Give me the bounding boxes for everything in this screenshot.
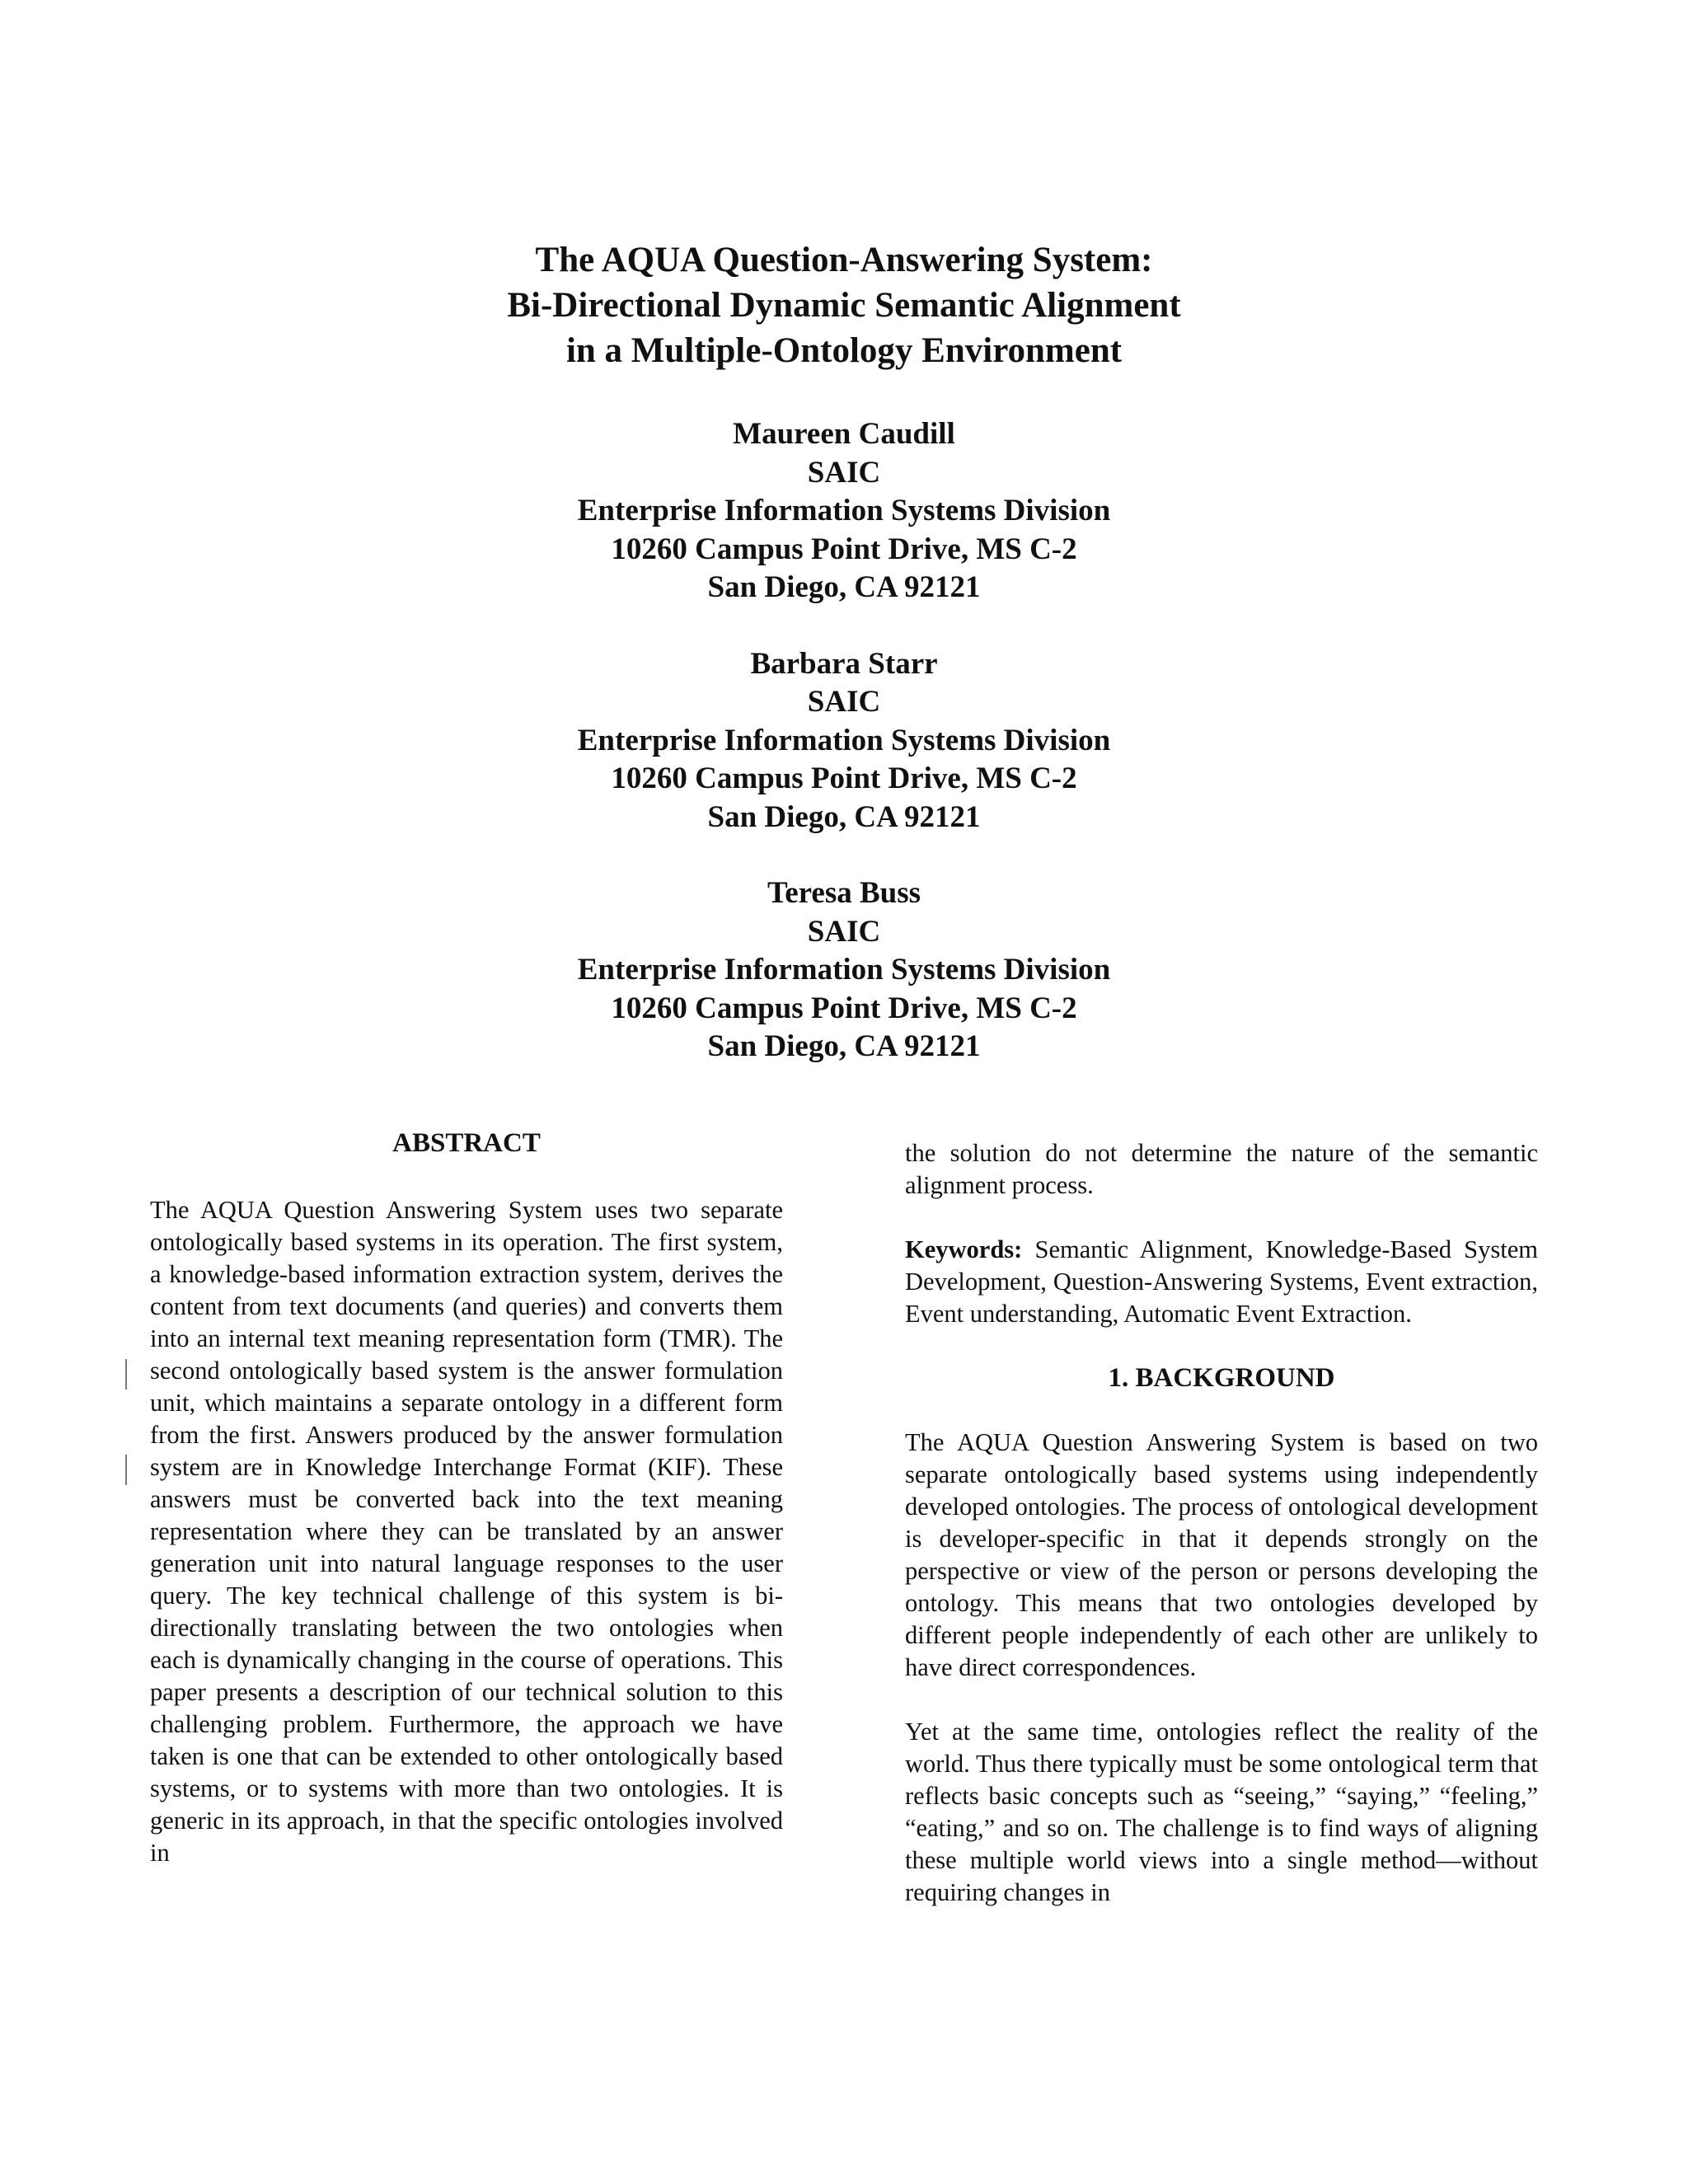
author-street: 10260 Campus Point Drive, MS C-2 xyxy=(611,762,1077,795)
keywords-paragraph xyxy=(905,1234,1538,1330)
title-line: in a Multiple-Ontology Environment xyxy=(565,331,1123,370)
author-city: San Diego, CA 92121 xyxy=(707,799,981,834)
author-division: Enterprise Information Systems Division xyxy=(577,723,1111,757)
revision-change-bar xyxy=(125,1455,127,1485)
author-org: SAIC xyxy=(807,685,881,719)
background-paragraph: The AQUA Question Answering System is based on two separate ontologically based systems using independently developed ontologies. The process of ontological development is developer-specific in that it depends strongly on the perspective or view of the person or persons developing the ontology. This means that two ontologies developed by different people independently of each other are unlikely to have direct correspondences. xyxy=(905,1428,1538,1681)
author-city: San Diego, CA 92121 xyxy=(707,570,981,604)
author-division: Enterprise Information Systems Division xyxy=(577,953,1111,987)
revision-change-bar xyxy=(125,1359,127,1390)
title-line: Bi-Directional Dynamic Semantic Alignment xyxy=(507,286,1181,325)
author-street: 10260 Campus Point Drive, MS C-2 xyxy=(611,991,1077,1025)
background-paragraph: Yet at the same time, ontologies reflect the reality of the world. Thus there typically must be some ontological term that reflects basic concepts such as “seeing,” “saying,” “feeling,” “eating,” and so on. The challenge is to find ways of aligning these multiple world views into a single method—without requiring changes in xyxy=(905,1718,1538,1906)
abstract-heading: ABSTRACT xyxy=(392,1128,541,1158)
author-name: Teresa Buss xyxy=(767,876,921,910)
author-street: 10260 Campus Point Drive, MS C-2 xyxy=(611,532,1077,566)
paper-title xyxy=(0,237,1688,373)
author-division: Enterprise Information Systems Division xyxy=(577,494,1111,527)
author-org: SAIC xyxy=(807,455,881,490)
abstract-continuation: the solution do not determine the nature of the semantic alignment process. xyxy=(905,1139,1538,1199)
author-name: Maureen Caudill xyxy=(733,417,955,451)
author-block xyxy=(0,874,1688,1066)
keywords-label: Keywords: xyxy=(905,1235,1023,1263)
left-column xyxy=(150,1127,783,1869)
keywords-text: Semantic Alignment, Knowledge-Based System Development, Question-Answering Systems, Event extraction, Event understanding, Automatic Event Extraction. xyxy=(905,1235,1539,1328)
author-block xyxy=(0,415,1688,607)
right-column xyxy=(905,1137,1538,1909)
author-list xyxy=(0,415,1688,1104)
author-block xyxy=(0,645,1688,837)
author-org: SAIC xyxy=(807,914,881,949)
author-name: Barbara Starr xyxy=(750,646,938,681)
title-line: The AQUA Question-Answering System: xyxy=(535,241,1153,279)
author-city: San Diego, CA 92121 xyxy=(707,1029,981,1063)
section-heading-background: 1. BACKGROUND xyxy=(1108,1363,1335,1393)
abstract-text: The AQUA Question Answering System uses two separate ontologically based systems in its operation. The first system, a knowledge-based information extraction system, derives the content from text documents (and queries) and converts them into an internal text meaning representation form (TMR). The second ontologically based system is the answer formulation unit, which maintains a separate ontology in a different form from the first. Answers produced by the answer formulation system are in Knowledge Interchange Format (KIF). These answers must be converted back into the text meaning representation where they can be translated by an answer generation unit into natural language responses to the user query. The key technical challenge of this system is bi-directionally translating between the two ontologies when each is dynamically changing in the course of operations. This paper presents a description of our technical solution to this challenging problem. Furthermore, the approach we have taken is one that can be extended to other ontologically based systems, or to systems with more than two ontologies. It is generic in its approach, in that the specific ontologies involved in xyxy=(150,1196,783,1867)
